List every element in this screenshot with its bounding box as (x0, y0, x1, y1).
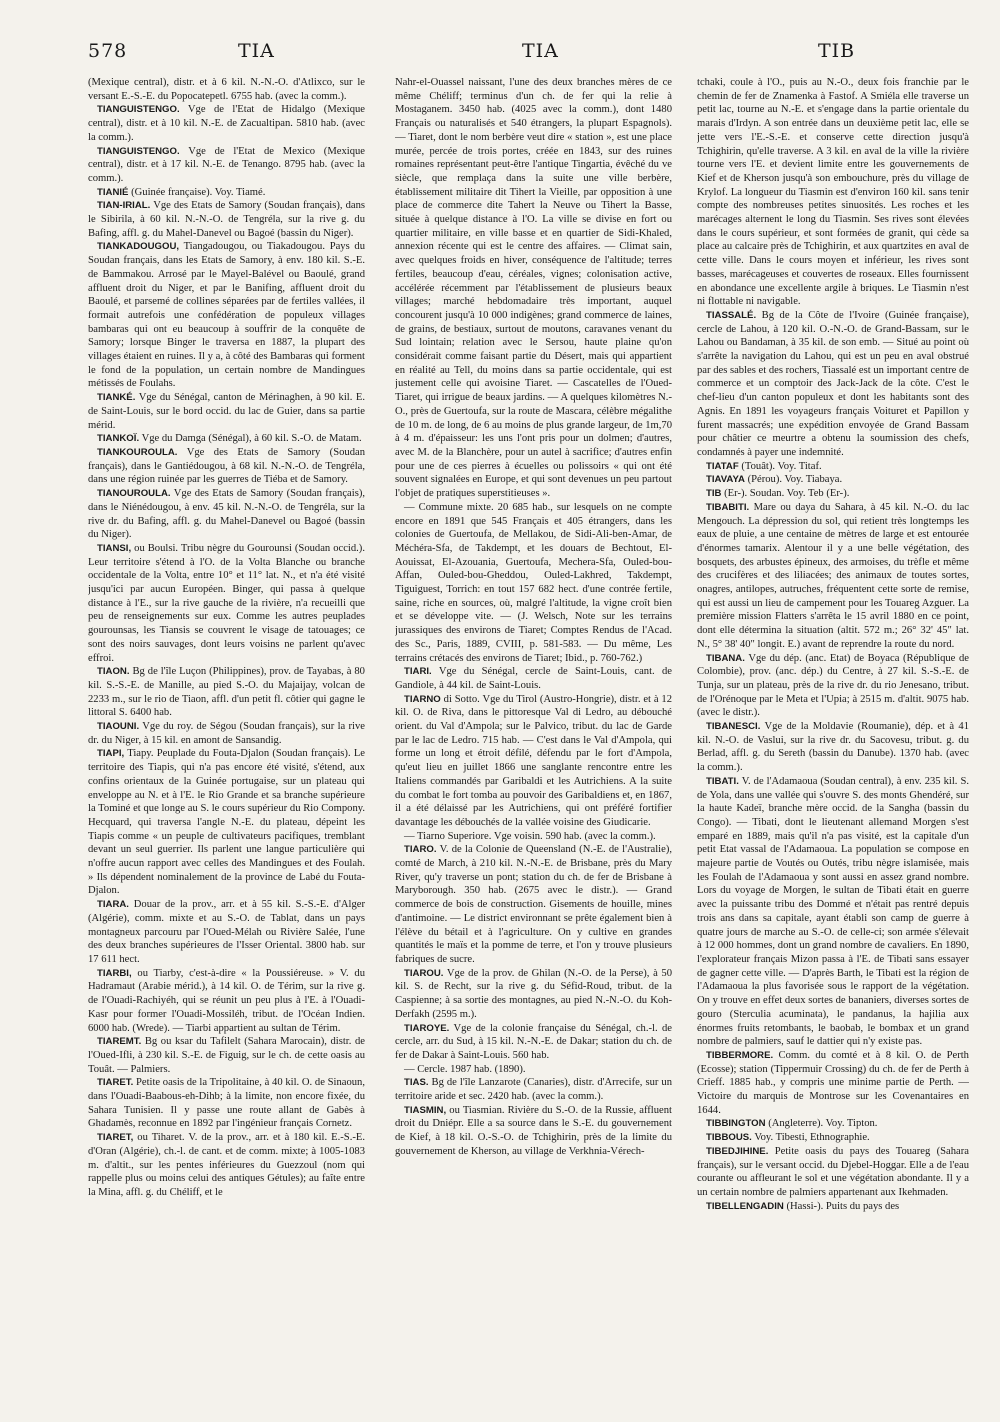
entry-text: Bg ou ksar du Tafilelt (Sahara Marocain), distr. de l'Oued-Ifli, à 230 kil. S.-E. de Figuig, sur le ch. de cette oasis au Touât. — Palmiers. (88, 1036, 365, 1075)
entry-text: — Commune mixte. 20 685 hab., sur lesquels on ne compte encore en 1891 que 545 Français et 405 étrangers, dans les colonies de Guertoufa, de Mellakou, de Sidi-Ali-ben-Amar, de Méchéra-Sfa, de Takdempt, et les douars de Bechtout, El-Aouissat, El-Azouania, Guertoufa, Mechera-Sfa, Ouled-bou-Affan, Ouled-bou-Gheddou, Ouled-Lakhred, Takdempt, Tiguiguest, Torrich: en tout 157 682 hect. d'une contrée fertile, saine, riche en sources, où, malgré l'altitude, la vigne croît bien et se développe vite. — (J. Welsch, Note sur les terrains jurassiques des environs de Tiaret; Comptes Rendus de l'Acad. des Sc., Paris, 1889, CVIII, p. 581-583. — Du même, Les terrains crétacés des environs de Tiaret; Ibid., p. 760-762.) (395, 501, 672, 664)
entry-text: Tiapy. Peuplade du Fouta-Djalon (Soudan français). Le territoire des Tiapis, qui n'a pas encore été visité, s'étend, aux confins orientaux de la Guinée portugaise, sur un plateau qui enveloppe au N. et à l'E. le Rio Grande et sa branche supérieure la Tominé et que longe au S. le cours supérieur du Rio Compony. Hecquard, qui traversa l'angle N.-E. du plateau, dépeint les Tiapis comme « un peuple de cultivateurs pacifiques, tremblant devant un seul guerrier. Ils parlent une langue particulière qui n'offre aucun rapport avec celles des Mandingues et des Foulah. » Ils dépendent nominalement de la province de Labé du Fouta-Djalon. (88, 748, 365, 897)
entry-headword: TIAVAYA (706, 474, 745, 486)
dictionary-entry (395, 76, 672, 501)
entry-text: Bg de l'île Luçon (Philippines), prov. de Tayabas, à 80 kil. S.-S.-E. de Manille, au pied S.-O. du Majaijay, volcan de 2233 m., sur le rio de Tiaon, affl. d'un petit fl. côtier qui gagne le littoral S. 6400 hab. (88, 666, 365, 719)
entry-text: Petite oasis du pays des Touareg (Sahara français), sur le versant occid. du Djebel-Hoggar. Elle a de l'eau courante ou affleurant le sol et une végétation abondante. Il y a un certain nombre de palmiers appartenant aux Ikehmaden. (697, 1145, 969, 1198)
entry-text: di Sotto. Vge du Tirol (Austro-Hongrie), distr. et à 12 kil. O. de Riva, dans le pittoresque Val di Ledro, au débouché orient. du Val d'Ampola; sur le Palvico, tribut. du lac de Garde par le lac de Ledro. 715 hab. — C'est dans le Val d'Ampola, qui forme un long et étroit défilé, défendu par le fort d'Ampola, qu'eut lieu en juillet 1866 une sanglante rencontre entre les Italiens commandés par Garibaldi et les Autrichiens. A la suite du combat le fort tomba au pouvoir des Garibaldiens et, en 1867, il a été délaissé par les Autrichiens, qui ont préféré fortifier davantage les débouchés de la vallée voisine des Giudicarie. (395, 693, 672, 828)
dictionary-entry (88, 747, 365, 898)
dictionary-entry (395, 830, 672, 844)
entry-text: Nahr-el-Ouassel naissant, l'une des deux branches mères de ce même Chéliff; terminus d'un ch. de fer qui la relie à Mostaganem. 3450 hab. (4025 avec la comm.), dont 1480 Français ou naturalisés et 540 étrangers, la plupart Espagnols). — Tiaret, dont le nom berbère veut dire « station », est une place murée, percée de trois portes, créée en 1843, sur des ruines romaines représentant peut-être l'antique Tingartia, évêché du ve siècle, que remplaça dans la suite une ville berbère, établissement militaire dit Tihert la Vieille, par opposition à une place de commerce dite Tahert la Neuve ou Tihert la Basse, située à quelque distance à l'O. La ville se divise en fort ou quartier militaire, en ville basse et en quartier de Sidi-Khaled, annexion récente qui est le centre des affaires. — Climat sain, avec quelques froids en hiver, conséquence de l'altitude; terres fertiles, beaucoup d'eau, céréales, vignes; colonisation active, accélérée récemment par l'établissement de plusieurs beaux villages; marché hebdomadaire très important, auquel concourent jusqu'à 10 000 indigènes; grand commerce de laines, de grains, de bestiaux, surtout de moutons, caravanes venant du Sud lointain; relation avec le Sersou, haute plaine qu'on considérait comme faisant partie du Désert, mais qui appartient en réalité au Tell, du moins dans sa partie occidentale, qui est justement celle qui avoisine Tiaret. — Cascatelles de l'Oued-Tiaret, qui irrigue de beaux jardins. — A quelques kilomètres N.-O., près de Guertoufa, sur la route de Mascara, célèbre mégalithe de 10 m. de long, de 6 au moins de plus grande largeur, de 1m,70 à 4 m. d'épaisseur: les uns l'ont pris pour un dolmen; d'autres, avec M. de la Blanchère, pour un autel à sacrifice; d'autres enfin pour une de ces pierres à écuelles ou polissoirs « qui ont été souvent signalées en Europe, et qui sont devenues un peu partout l'objet de pratiques superstitieuses ». (395, 77, 672, 500)
entry-text: Vge de l'Etat de Hidalgo (Mexique central), distr. et à 10 kil. N.-E. de Zacualtipan. 5810 hab. (avec la comm.). (88, 104, 365, 143)
entry-headword: TIBEDJIHINE. (706, 1145, 769, 1157)
dictionary-entry (697, 1117, 969, 1131)
entry-text: Vge du Sénégal, canton de Mérinaghen, à 90 kil. E. de Saint-Louis, sur le bord occid. du lac de Guier, dans sa partie mérid. (88, 392, 365, 431)
entry-headword: TIB (706, 488, 722, 500)
entry-headword: TIARET. (97, 1077, 134, 1089)
entry-headword: TIAROU. (404, 967, 444, 979)
entry-text: ou Tiharet. V. de la prov., arr. et à 180 kil. E.-S.-E. d'Oran (Algérie), ch.-l. de cant. et de comm. mixte; à 1005-1083 m. d'altit., sur les pentes inférieures du Guezzoul (nom qui rappelle plus ou moins celui des antiques Gétules); au faîte entre la Mina, affl. g. du Chéliff, et le (88, 1132, 365, 1198)
entry-headword: TIARET, (97, 1132, 134, 1144)
dictionary-entry (395, 693, 672, 830)
dictionary-entry (697, 487, 969, 501)
entry-headword: TIAS. (404, 1077, 429, 1089)
entry-text: ou Boulsi. Tribu nègre du Gourounsi (Soudan occid.). Leur territoire s'étend à l'O. de la Volta Blanche ou branche occidentale de la Volta, entre 10° et 11° lat. N., et n'a été visité jusqu'ici par aucun Européen. Binger, qui passa à quelque distance à l'E., sur la rive gauche de la rivière, n'a recueilli que peu de renseignements sur eux. Comme les autres peuplades gourounsas, les Tiansis se couvrent le visage de tatouages; ce sont des noirs sauvages, dont leurs voisins ne parlent qu'avec effroi. (88, 542, 365, 664)
text-column-right (697, 76, 969, 1396)
dictionary-entry (88, 391, 365, 432)
entry-headword: TIARBI, (97, 967, 132, 979)
dictionary-entry (88, 186, 365, 200)
dictionary-entry (88, 1131, 365, 1200)
entry-text: — Cercle. 1987 hab. (1890). (404, 1063, 526, 1075)
entry-text: Comm. du comté et à 8 kil. O. de Perth (Ecosse); station (Tippermuir Crossing) du ch. de fer de Perth à Crieff. 1885 hab., y compris une minime partie de Perth. — Victoire du marquis de Montrose sur les Covenantaires en 1644. (697, 1049, 969, 1116)
page-number: 578 (88, 40, 128, 62)
dictionary-entry (697, 460, 969, 474)
entry-headword: TIANGUISTENGO. (97, 104, 180, 116)
dictionary-entry (88, 432, 365, 446)
entry-headword: TIATAF (706, 460, 739, 472)
entry-text: tchaki, coule à l'O., puis au N.-O., deux fois franchie par le chemin de fer de Znamenka à Fastof. A Smiéla elle traverse un petit lac, tourne au N.-E. et s'engage dans la partie orientale du marais d'Irdyn. A son entrée dans un deuxième petit lac, elle se jette vers l'E.-S.-E. et conserve cette direction jusqu'à Tchighirin, qu'elle traverse. A 3 kil. en aval de la ville la rivière tourne vers l'E. et devient limite entre les gouvernements de Kief et de Kherson jusqu'à son embouchure, près du village de Krylof. La longueur du Tiasmin est d'environ 160 kil. sans tenir compte des nombreuses petites sinuosités. Les roches et les marécages alternent le long du Tiasmin. Ses rives sont élevées dans le cours supérieur, et sont formées de granit, qui cède sa place au calcaire près de Tchighirin, et aux quartzites en aval de cette ville. Dans le cours moyen et inférieur, les rives sont basses, marécageuses et couvertes de roseaux. Elles fournissent en abondance une excellente argile à briques. Le Tiasmin n'est ni flottable ni navigable. (697, 77, 969, 308)
dictionary-entry (88, 1076, 365, 1131)
entry-headword: TIBELLENGADIN (706, 1200, 784, 1212)
dictionary-entry (395, 843, 672, 966)
dictionary-entry (88, 1035, 365, 1076)
entry-text: Vge de la Moldavie (Roumanie), dép. et à 41 kil. N.-O. de Vaslui, sur la rive dr. du Sacovesu, tribut. g. du Berlad, affl. g. du Sereth (bassin du Danube). 1370 hab. (avec la comm.). (697, 721, 969, 774)
entry-text: (Er-). Soudan. Voy. Teb (Er-). (724, 488, 850, 500)
entry-headword: TIANSI, (97, 542, 132, 554)
dictionary-entry (697, 652, 969, 721)
dictionary-entry (88, 240, 365, 391)
entry-text: Vge du roy. de Ségou (Soudan français), sur la rive dr. du Niger, à 15 kil. en amont de Sansandig. (88, 721, 365, 746)
entry-text: Vge des Etats de Samory (Soudan français), dans le Niénédougou, à env. 45 kil. N.-N.-O. de Tengréla, sur la rive dr. du Bafing, affl. g. du Mahel-Danevel ou Bagoé (bassin du Niger). (88, 488, 365, 541)
entry-text: Voy. Tibesti, Ethnographie. (754, 1132, 870, 1144)
dictionary-entry (88, 103, 365, 144)
dictionary-entry (88, 898, 365, 967)
running-head-right: TIB (818, 40, 856, 62)
entry-text: Vge de la colonie française du Sénégal, ch.-l. de cercle, arr. du Sud, à 15 kil. N.-N.-E. de Dakar; station du ch. de fer de Dakar à Saint-Louis. 560 hab. (395, 1022, 672, 1061)
dictionary-entry (395, 1022, 672, 1063)
dictionary-entry (88, 145, 365, 186)
entry-headword: TIBBINGTON (706, 1118, 766, 1130)
entry-text: V. de l'Adamaoua (Soudan central), à env. 235 kil. S. de Yola, dans une vallée qui s'ouvre S. des monts Ghendéré, sur la haute Kadeï, branche mère occid. de la Sangha (bassin du Congo). — Tibati, dont le lieutenant allemand Morgen s'est emparé en 1889, mais qu'il n'a pas visité, est la capitale d'un petit Etat vassal de l'Adamaoua. La population se compose en majeure partie de Voutés ou Outés, tribu nègre islamisée, mais les Foulah de l'Adamaoua y sont aussi en assez grand nombre. Lors du voyage de Morgen, le sultan de Tibati était en guerre avec la puissante tribu des Dommé et n'était pas rentré depuis trois ans dans sa capitale, ayant établi son camp de guerre à quatre jours de marche au S.-O. de celle-ci; son armée s'élevait à 12 000 hommes, dont un grand nombre de cavaliers. En 1890, l'explorateur français Mizon passa à l'E. de Tibati sans essayer de gagner cette ville. — D'après Barth, le Tibati est la région de l'Adamaoua la plus favorisée sous le rapport de la végétation. On y trouve en effet deux sortes de bananiers, diverses sortes de gouro (Sterculia acuminata), le pandanus, la hajilia aux énormes fruits retombants, le baobab, le bombax et un grand nombre de palmiers, sauf le dattier qui n'y existe pas. (697, 775, 969, 1048)
entry-headword: TIAREMT. (97, 1036, 142, 1048)
entry-headword: TIARA. (97, 899, 129, 911)
dictionary-entry (88, 542, 365, 665)
entry-headword: TIBATI. (706, 775, 739, 787)
running-head-center: TIA (522, 40, 559, 62)
dictionary-entry (88, 446, 365, 487)
entry-headword: TIBABITI. (706, 501, 750, 513)
dictionary-entry (88, 76, 365, 103)
entry-text: (Angleterre). Voy. Tipton. (768, 1118, 878, 1130)
entry-headword: TIANKÉ. (97, 392, 136, 404)
entry-headword: TIAOUNI. (97, 721, 140, 733)
entry-text: Bg de la Côte de l'Ivoire (Guinée française), cercle de Lahou, à 120 kil. O.-N.-O. de Grand-Bassam, sur le Lahou ou Bandaman, à 35 kil. de son emb. — Situé au point où s'arrête la navigation du Lahou, qui est un peu en aval obstrué par des sables et des rochers, Tiassalé est un important centre de commerce et un comptoir des Jack-Jack de la côte. C'est le chef-lieu d'un canton populeux et dont les habitants sont des Agnis. En 1891 les voyageurs français Voituret et Papillon y furent massacrés; une expédition envoyée de Grand Bassam pour châtier ce meurtre a obtenu la soumission des chefs, condamnés à payer une indemnité. (697, 309, 969, 458)
entry-headword: TIARI. (404, 666, 432, 678)
entry-headword: TIAROYE. (404, 1022, 450, 1034)
entry-headword: TIAON. (97, 666, 130, 678)
text-column-middle (395, 76, 672, 1396)
entry-headword: TIANOUROULA. (97, 488, 171, 500)
entry-text: ou Tiasmian. Rivière du S.-O. de la Russie, affluent droit du Dniépr. Elle a sa source dans le S.-E. du gouvernement de Kief, à 18 kil. O.-S.-O. de Tchighirin, près de la limite du gouvernement de Kherson, au village de Verkhnia-Vérech- (395, 1104, 672, 1157)
entry-headword: TIAPI, (97, 748, 125, 760)
entry-text: Vge du dép. (anc. Etat) de Boyaca (République de Colombie), prov. (anc. dép.) du Centre, à 27 kil. S.-S.-E. de Tunja, sur un plateau, près de la rive dr. du rio Jenesano, tribut. de l'Orénoque par le Meta et l'Upia; à 2515 m. d'altit. 9075 hab. (avec le distr.). (697, 652, 969, 719)
entry-headword: TIANKOUROULA. (97, 446, 178, 458)
entry-text: Vge des Etats de Samory (Soudan français), dans le Sibirila, à 60 kil. N.-N.-O. de Tengréla, sur la rive g. du Bafing, affl. g. du Mahel-Danevel ou Bagoé (bassin du Niger). (88, 200, 365, 239)
entry-text: Tiangadougou, ou Tiakadougou. Pays du Soudan français, dans les Etats de Samory, à env. 180 kil. S.-E. de Bammakou. Arrosé par le Mayel-Balével ou Baoulé, grand affluent droit du Niger, et par le Banifing, affluent droit du Baoulé, et parsemé de collines séparées par de fertiles vallées, il formait autrefois une confédération de populeux villages bambaras qui ont eu beaucoup à souffrir de la conquête de Samory; lorsque Binger le traversa en 1887, la plupart des villages étaient en ruines. Il y a, à côté des Bambaras qui forment le fond de la population, un certain nombre de Mandingues métissés de Foulahs. (88, 241, 365, 390)
entry-text: ou Tiarby, c'est-à-dire « la Poussiéreuse. » V. du Hadramaut (Arabie mérid.), à 14 kil. O. de Térim, sur la rive g. de l'Ouadi-Rachiyéh, qui se réunit un peu plus à l'E. à l'Ouadi-Kasr pour former l'Ouadi-Mossiléh, tribut. de l'Océan Indien. 6000 hab. (Wrede). — Tiarbi appartient au sultan de Térim. (88, 967, 365, 1034)
entry-text: Petite oasis de la Tripolitaine, à 40 kil. O. de Sinaoun, dans l'Ouadi-Baabous-eh-Dihb; à la limite, non encore fixée, du Sahara Tunisien. Il y passe une route allant de Gabès à Ghadamès, reconnue en 1892 par l'ingénieur français Cornetz. (88, 1077, 365, 1130)
entry-headword: TIASMIN, (404, 1104, 447, 1116)
entry-headword: TIANGUISTENGO. (97, 145, 180, 157)
dictionary-entry (697, 1049, 969, 1118)
entry-text: Douar de la prov., arr. et à 55 kil. S.-S.-E. d'Alger (Algérie), comm. mixte et au S.-O. de Tablat, dans un pays montagneux parcouru par l'Oued-Mélah ou Rivière Salée, l'une des deux branches supérieures de l'Isser Oriental. 3800 hab. sur 17 611 hect. (88, 899, 365, 965)
entry-text: (Guinée française). Voy. Tiamé. (131, 186, 266, 198)
entry-text: V. de la Colonie de Queensland (N.-E. de l'Australie), comté de March, à 210 kil. N.-N.-E. de Brisbane, près du Mary River, qu'y traverse un pont; station du ch. de fer de Brisbane à Maryborough. 350 hab. (2675 avec le distr.). — Grand commerce de bois de construction. Gisements de houille, mines d'antimoine. — Le district environnant se prête également bien à l'élève du bétail et à l'agriculture. On y cultive en grandes quantités le maïs et la pomme de terre, et l'on y trouve plusieurs fabriques de sucre. (395, 844, 672, 965)
entry-text: (Hassi-). Puits du pays des (786, 1200, 900, 1212)
entry-text: Vge de l'Etat de Mexico (Mexique central), distr. et à 17 kil. N.-E. de Tenango. 8795 hab. (avec la comm.). (88, 145, 365, 184)
entry-text: Bg de l'île Lanzarote (Canaries), distr. d'Arrecife, sur un territoire aride et sec. 2420 hab. (avec la comm.). (395, 1077, 672, 1103)
entry-headword: TIASSALÉ. (706, 309, 757, 321)
text-column-left (88, 76, 365, 1396)
entry-headword: TIANIÉ (97, 186, 129, 198)
dictionary-entry (697, 473, 969, 487)
entry-text: — Tiarno Superiore. Vge voisin. 590 hab. (avec la comm.). (404, 830, 656, 842)
dictionary-entry (697, 309, 969, 460)
dictionary-entry (697, 1131, 969, 1145)
entry-text: Vge du Damga (Sénégal), à 60 kil. S.-O. de Matam. (141, 433, 362, 445)
dictionary-entry (395, 501, 672, 665)
entry-text: (Mexique central), distr. et à 6 kil. N.-N.-O. d'Atlixco, sur le versant E.-S.-E. du Popocatepetl. 6755 hab. (avec la comm.). (88, 77, 365, 102)
entry-text: Mare ou daya du Sahara, à 45 kil. N.-O. du lac Mengouch. La dépression du sol, qui retient très longtemps les eaux de pluie, a une centaine de mètres de large et est entourée d'énormes tamarix. Alentour il y a une belle végétation, des bosquets, des arbustes épineux, des armoises, du trèfle et même des crucifères et des liliacées; des animaux de toutes sortes, onagres, antilopes, autruches, fréquentent cette sorte de remise, qui est aussi un lieu de campement pour les Touareg Azguer. La première mission Flatters s'arrêta le 15 avril 1880 en ce point, dont elle détermina la situation (altit. 572 m.; 26° 32' 45" lat. N., 5° 38' 40" longit. E.) avant de reprendre la route du nord. (697, 501, 969, 650)
entry-text: Vge de la prov. de Ghilan (N.-O. de la Perse), à 50 kil. S. de Recht, sur la rive g. du Séfid-Roud, tribut. de la Caspienne; à sa sortie des montagnes, au pied N.-N.-O. du Koh-Derfakh (2595 m.). (395, 967, 672, 1020)
entry-headword: TIBANA. (706, 652, 745, 664)
entry-headword: TIANKADOUGOU, (97, 241, 180, 253)
dictionary-entry (88, 720, 365, 747)
dictionary-entry (395, 1104, 672, 1159)
running-header (88, 40, 960, 70)
entry-text: Vge des Etats de Samory (Soudan français), dans le Gantiédougou, à 68 kil. N.-N.-O. de Tengréla, dans une région ruinée par les guerres de Tiéba et de Samory. (88, 446, 365, 486)
entry-headword: TIARNO (404, 693, 441, 705)
dictionary-entry (88, 967, 365, 1036)
dictionary-entry (697, 501, 969, 652)
dictionary-entry (88, 665, 365, 720)
dictionary-entry (395, 1076, 672, 1103)
entry-text: (Touât). Voy. Titaf. (741, 460, 822, 472)
dictionary-entry (395, 967, 672, 1022)
dictionary-entry (395, 1063, 672, 1077)
dictionary-entry (697, 1200, 969, 1214)
dictionary-entry (88, 487, 365, 542)
entry-headword: TIBBERMORE. (706, 1049, 774, 1061)
dictionary-entry (697, 720, 969, 775)
entry-headword: TIAN-IRIAL. (97, 200, 151, 212)
dictionary-entry (395, 665, 672, 692)
entry-text: (Pérou). Voy. Tiabaya. (747, 474, 843, 486)
entry-headword: TIARO. (404, 844, 437, 856)
dictionary-entry (88, 199, 365, 240)
dictionary-entry (697, 1145, 969, 1200)
entry-headword: TIANKOÏ. (97, 433, 140, 445)
entry-text: Vge du Sénégal, cercle de Saint-Louis, cant. de Gandiole, à 44 kil. de Saint-Louis. (395, 666, 672, 691)
running-head-left: TIA (238, 40, 275, 62)
dictionary-entry (697, 775, 969, 1049)
dictionary-entry (697, 76, 969, 309)
entry-headword: TIBBOUS. (706, 1132, 752, 1144)
entry-headword: TIBANESCI. (706, 721, 761, 733)
